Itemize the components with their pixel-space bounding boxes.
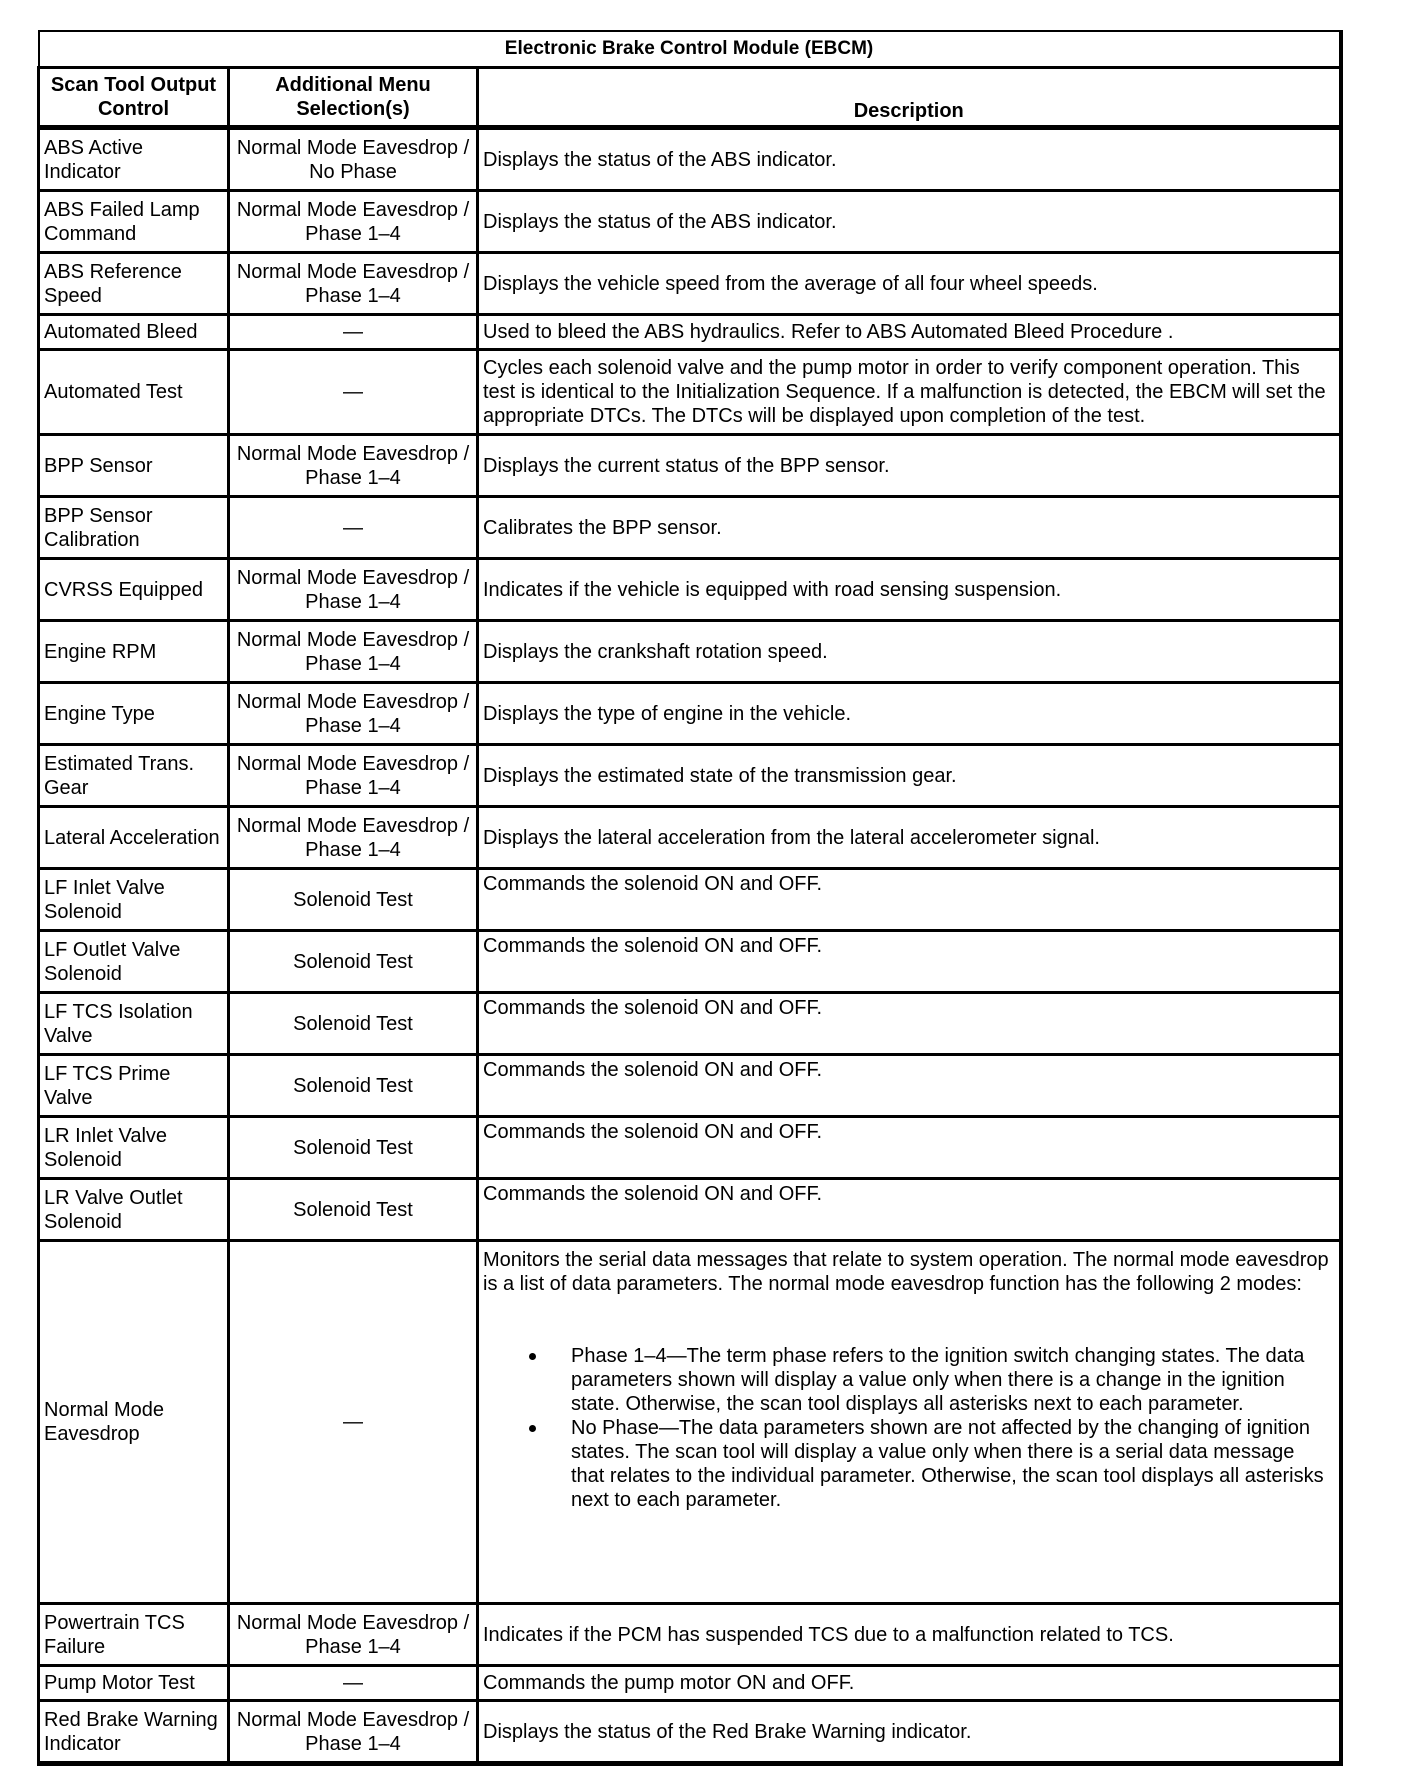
table-title: Electronic Brake Control Module (EBCM)	[39, 31, 1341, 68]
row-menu-selection: Normal Mode Eavesdrop / Phase 1–4	[229, 435, 478, 497]
table-row	[39, 497, 1341, 559]
row-name: Engine RPM	[39, 621, 229, 683]
header-scan-tool-output-control: Scan Tool Output Control	[39, 68, 229, 128]
table-header-row	[39, 68, 1341, 128]
row-menu-selection: Normal Mode Eavesdrop / Phase 1–4	[229, 559, 478, 621]
row-menu-selection: Normal Mode Eavesdrop / Phase 1–4	[229, 253, 478, 315]
table-row	[39, 1117, 1341, 1179]
row-description: Commands the pump motor ON and OFF.	[478, 1666, 1341, 1701]
table-row	[39, 128, 1341, 191]
row-name: Automated Test	[39, 350, 229, 435]
row-menu-selection: Normal Mode Eavesdrop / Phase 1–4	[229, 1604, 478, 1666]
row-menu-selection: Normal Mode Eavesdrop / Phase 1–4	[229, 191, 478, 253]
list-item: No Phase—The data parameters shown are not affected by the changing of ignition states. The scan tool will display a value only when there is a serial data message that relates to the individual parameter. Otherwise, the scan tool displays all asterisks next to each parameter.	[483, 1416, 1325, 1512]
row-name: LF Outlet Valve Solenoid	[39, 931, 229, 993]
row-menu-selection: Solenoid Test	[229, 1117, 478, 1179]
row-menu-selection: Normal Mode Eavesdrop / Phase 1–4	[229, 745, 478, 807]
row-menu-selection: —	[229, 350, 478, 435]
row-description: Cycles each solenoid valve and the pump motor in order to verify component operation. This test is identical to the Initialization Sequence. If a malfunction is detected, the EBCM will set the appropriate DTCs. The DTCs will be displayed upon completion of the test.	[478, 350, 1341, 435]
row-description: Displays the status of the Red Brake Warning indicator.	[478, 1701, 1341, 1764]
table-row	[39, 559, 1341, 621]
table-row	[39, 1241, 1341, 1604]
table-row	[39, 869, 1341, 931]
row-menu-selection: Solenoid Test	[229, 1055, 478, 1117]
eavesdrop-intro-text: Monitors the serial data messages that relate to system operation. The normal mode eavesdrop is a list of data parameters. The normal mode eavesdrop function has the following 2 modes:	[483, 1249, 1329, 1295]
row-name: ABS Reference Speed	[39, 253, 229, 315]
table-row	[39, 807, 1341, 869]
eavesdrop-modes-list	[483, 1344, 1335, 1512]
row-name: Normal Mode Eavesdrop	[39, 1241, 229, 1604]
row-name: CVRSS Equipped	[39, 559, 229, 621]
row-menu-selection: Normal Mode Eavesdrop / Phase 1–4	[229, 1701, 478, 1764]
row-name: Lateral Acceleration	[39, 807, 229, 869]
table-row	[39, 931, 1341, 993]
row-menu-selection: Normal Mode Eavesdrop / Phase 1–4	[229, 807, 478, 869]
row-menu-selection: —	[229, 1241, 478, 1604]
row-description: Displays the estimated state of the transmission gear.	[478, 745, 1341, 807]
row-description: Displays the vehicle speed from the average of all four wheel speeds.	[478, 253, 1341, 315]
bullet-icon	[529, 1353, 536, 1360]
row-menu-selection: Normal Mode Eavesdrop / No Phase	[229, 128, 478, 191]
row-description: Displays the current status of the BPP sensor.	[478, 435, 1341, 497]
row-description: Used to bleed the ABS hydraulics. Refer to ABS Automated Bleed Procedure .	[478, 315, 1341, 350]
row-name: Powertrain TCS Failure	[39, 1604, 229, 1666]
row-menu-selection: —	[229, 315, 478, 350]
table-row	[39, 350, 1341, 435]
table-row	[39, 683, 1341, 745]
row-name: Estimated Trans. Gear	[39, 745, 229, 807]
row-name: BPP Sensor	[39, 435, 229, 497]
row-name: Pump Motor Test	[39, 1666, 229, 1701]
list-item: Phase 1–4—The term phase refers to the ignition switch changing states. The data parameters shown will display a value only when there is a change in the ignition state. Otherwise, the scan tool displays all asterisks next to each parameter.	[483, 1344, 1325, 1416]
table-row	[39, 1666, 1341, 1701]
row-name: LF Inlet Valve Solenoid	[39, 869, 229, 931]
header-additional-menu-selections: Additional Menu Selection(s)	[229, 68, 478, 128]
table-row	[39, 1604, 1341, 1666]
row-name: ABS Active Indicator	[39, 128, 229, 191]
row-menu-selection: —	[229, 1666, 478, 1701]
table-row	[39, 993, 1341, 1055]
row-menu-selection: Solenoid Test	[229, 1179, 478, 1241]
table-row	[39, 315, 1341, 350]
table-row	[39, 1701, 1341, 1764]
row-description: Calibrates the BPP sensor.	[478, 497, 1341, 559]
table-row	[39, 621, 1341, 683]
row-menu-selection: Solenoid Test	[229, 931, 478, 993]
row-name: Red Brake Warning Indicator	[39, 1701, 229, 1764]
row-menu-selection: —	[229, 497, 478, 559]
row-description: Commands the solenoid ON and OFF.	[478, 993, 1341, 1055]
row-description: Displays the type of engine in the vehicle.	[478, 683, 1341, 745]
row-name: Automated Bleed	[39, 315, 229, 350]
row-description: Indicates if the PCM has suspended TCS due to a malfunction related to TCS.	[478, 1604, 1341, 1666]
row-name: LR Inlet Valve Solenoid	[39, 1117, 229, 1179]
header-description: Description	[478, 68, 1341, 128]
table-title-row	[39, 31, 1341, 68]
row-description: Indicates if the vehicle is equipped with road sensing suspension.	[478, 559, 1341, 621]
row-menu-selection: Solenoid Test	[229, 869, 478, 931]
row-description	[478, 1241, 1341, 1604]
row-name: LF TCS Isolation Valve	[39, 993, 229, 1055]
row-description: Commands the solenoid ON and OFF.	[478, 1179, 1341, 1241]
row-description: Commands the solenoid ON and OFF.	[478, 931, 1341, 993]
row-description: Commands the solenoid ON and OFF.	[478, 1055, 1341, 1117]
table-row	[39, 435, 1341, 497]
row-name: BPP Sensor Calibration	[39, 497, 229, 559]
ebcm-scan-tool-output-controls-table	[37, 30, 1343, 1766]
row-description: Displays the lateral acceleration from the lateral accelerometer signal.	[478, 807, 1341, 869]
row-name: Engine Type	[39, 683, 229, 745]
table-row	[39, 1055, 1341, 1117]
row-menu-selection: Normal Mode Eavesdrop / Phase 1–4	[229, 683, 478, 745]
row-description: Commands the solenoid ON and OFF.	[478, 869, 1341, 931]
table-row	[39, 253, 1341, 315]
row-menu-selection: Solenoid Test	[229, 993, 478, 1055]
row-description: Displays the status of the ABS indicator.	[478, 128, 1341, 191]
row-menu-selection: Normal Mode Eavesdrop / Phase 1–4	[229, 621, 478, 683]
table-row	[39, 1179, 1341, 1241]
row-name: ABS Failed Lamp Command	[39, 191, 229, 253]
row-description: Displays the status of the ABS indicator.	[478, 191, 1341, 253]
row-description: Displays the crankshaft rotation speed.	[478, 621, 1341, 683]
row-description: Commands the solenoid ON and OFF.	[478, 1117, 1341, 1179]
row-name: LF TCS Prime Valve	[39, 1055, 229, 1117]
table-row	[39, 191, 1341, 253]
table-row	[39, 745, 1341, 807]
row-name: LR Valve Outlet Solenoid	[39, 1179, 229, 1241]
bullet-icon	[529, 1425, 536, 1432]
